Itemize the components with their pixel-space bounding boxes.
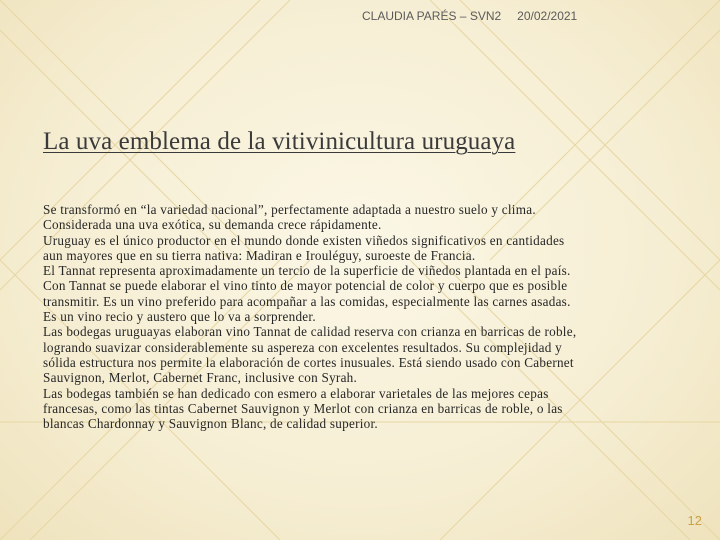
body-line: aun mayores que en su tierra nativa: Madiran e Irouléguy, suroeste de Francia. — [43, 247, 476, 263]
body-line: Se transformó en “la variedad nacional”, perfectamente adaptada a nuestro suelo y clima. — [43, 202, 536, 217]
body-line: Considerada una uva exótica, su demanda crece rápidamente. — [43, 217, 382, 233]
body-line: transmitir. Es un vino preferido para acompañar a las comidas, especialmente las carnes asadas. — [43, 293, 571, 309]
body-line: Es un vino recio y austero que lo va a sorprender. — [43, 309, 316, 325]
body-line: sólida estructura nos permite la elaboración de cortes inusuales. Está siendo usado con Cabernet — [43, 354, 574, 370]
body-line: Uruguay es el único productor en el mundo donde existen viñedos significativos en cantidades — [43, 232, 565, 248]
slide-header — [362, 9, 577, 23]
body-line: Con Tannat se puede elaborar el vino tinto de mayor potencial de color y cuerpo que es posible — [43, 278, 568, 294]
body-line: Sauvignon, Merlot, Cabernet Franc, inclusive con Syrah. — [43, 370, 358, 386]
body-line: logrando suavizar considerablemente su aspereza con excelentes resultados. Su complejidad y — [43, 339, 562, 355]
header-author: CLAUDIA PARÉS – SVN2 — [362, 9, 502, 23]
header-date: 20/02/2021 — [517, 9, 578, 23]
body-line: Las bodegas también se han dedicado con esmero a elaborar varietales de las mejores cepas — [43, 385, 549, 401]
body-line: francesas, como las tintas Cabernet Sauvignon y Merlot con crianza en barricas de roble, o las — [43, 400, 563, 416]
body-line: Las bodegas uruguayas elaboran vino Tannat de calidad reserva con crianza en barricas de roble, — [43, 324, 577, 340]
body-line: blancas Chardonnay y Sauvignon Blanc, de calidad superior. — [43, 416, 378, 432]
slide-body — [43, 202, 683, 431]
page-number: 12 — [687, 513, 702, 528]
slide-title: La uva emblema de la vitivinicultura uruguaya — [43, 128, 516, 155]
body-line: El Tannat representa aproximadamente un tercio de la superficie de viñedos plantada en el país. — [43, 263, 571, 279]
